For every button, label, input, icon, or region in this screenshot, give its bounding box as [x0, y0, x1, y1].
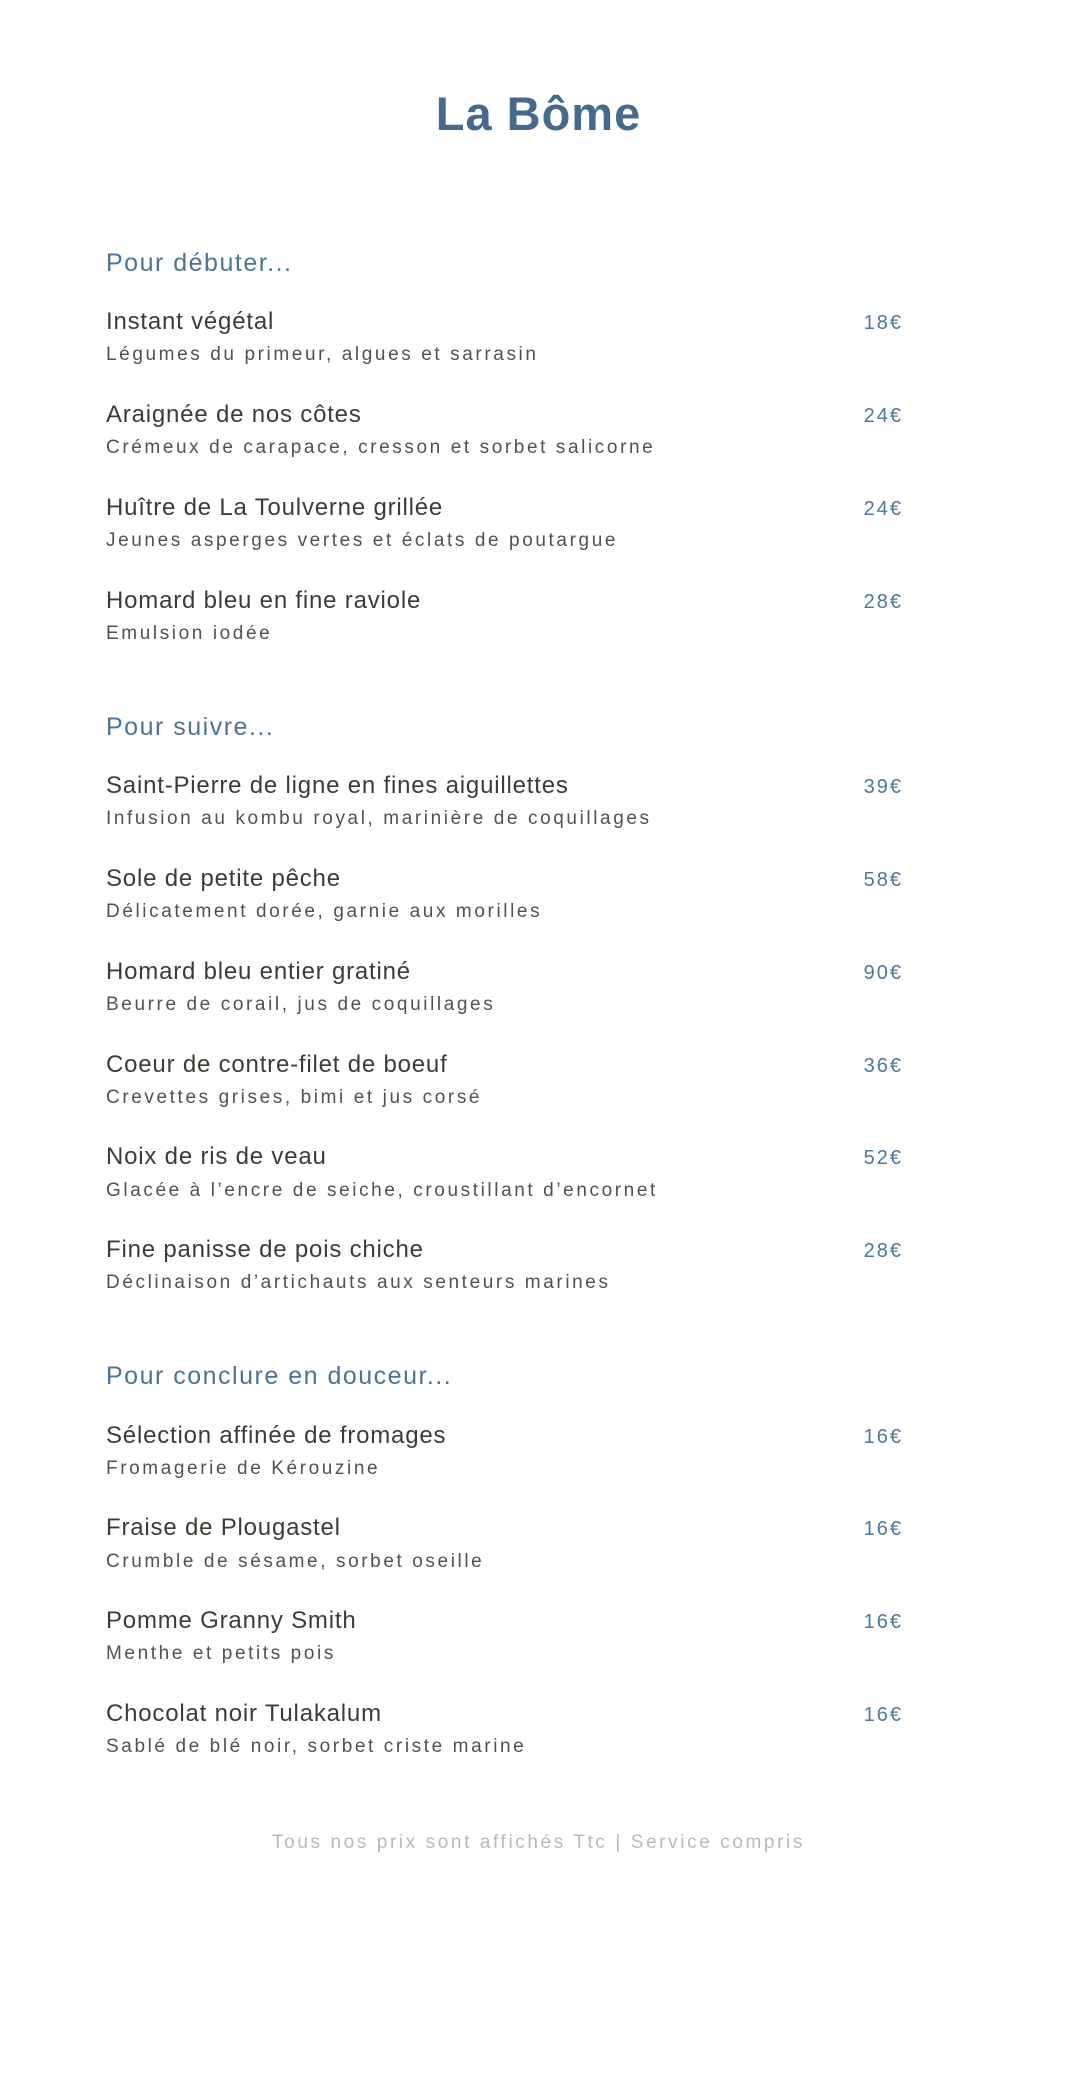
section-title: Pour conclure en douceur... — [106, 1362, 453, 1391]
item-name: Sole de petite pêche — [106, 864, 341, 892]
menu — [106, 247, 903, 1760]
item-price: 16€ — [863, 1425, 903, 1448]
item-price: 36€ — [863, 1054, 903, 1077]
menu-section-desserts — [106, 1360, 903, 1760]
menu-section-mains — [106, 711, 903, 1296]
item-description: Infusion au kombu royal, marinière de coquillages — [106, 808, 652, 830]
item-name: Instant végétal — [106, 308, 275, 336]
item-description: Légumes du primeur, algues et sarrasin — [106, 344, 539, 366]
item-price: 52€ — [863, 1147, 903, 1170]
item-price: 16€ — [863, 1611, 903, 1634]
menu-item — [106, 399, 903, 461]
section-title: Pour suivre... — [106, 712, 275, 741]
item-price: 18€ — [863, 312, 903, 335]
menu-item — [106, 1698, 903, 1760]
item-description: Fromagerie de Kérouzine — [106, 1457, 381, 1479]
menu-item — [106, 492, 903, 554]
item-price: 16€ — [863, 1704, 903, 1727]
menu-item — [106, 770, 903, 832]
item-description: Jeunes asperges vertes et éclats de poutargue — [106, 530, 619, 552]
item-price: 28€ — [863, 590, 903, 613]
item-description: Crémeux de carapace, cresson et sorbet salicorne — [106, 437, 656, 459]
menu-item — [106, 1049, 903, 1111]
item-name: Homard bleu entier gratiné — [106, 957, 411, 985]
page-title: La Bôme — [435, 87, 642, 140]
item-price: 24€ — [863, 405, 903, 428]
item-description: Menthe et petits pois — [106, 1643, 336, 1665]
item-description: Crevettes grises, bimi et jus corsé — [106, 1086, 483, 1108]
item-description: Sablé de blé noir, sorbet criste marine — [106, 1736, 527, 1758]
item-description: Déclinaison d’artichauts aux senteurs marines — [106, 1272, 611, 1294]
item-price: 16€ — [863, 1518, 903, 1541]
item-name: Saint-Pierre de ligne en fines aiguillettes — [106, 772, 569, 800]
item-name: Pomme Granny Smith — [106, 1607, 357, 1635]
item-description: Délicatement dorée, garnie aux morilles — [106, 901, 543, 923]
item-name: Araignée de nos côtes — [106, 401, 362, 429]
item-name: Chocolat noir Tulakalum — [106, 1700, 382, 1728]
menu-item — [106, 956, 903, 1018]
item-price: 39€ — [863, 776, 903, 799]
menu-item — [106, 1512, 903, 1574]
item-name: Homard bleu en fine raviole — [106, 586, 422, 614]
item-name: Fine panisse de pois chiche — [106, 1236, 424, 1264]
section-title: Pour débuter... — [106, 248, 293, 277]
footer-note: Tous nos prix sont affichés Ttc | Service compris — [272, 1831, 805, 1853]
item-description: Beurre de corail, jus de coquillages — [106, 993, 496, 1015]
menu-section-starters — [106, 247, 903, 647]
menu-item — [106, 306, 903, 368]
item-price: 90€ — [863, 961, 903, 984]
item-name: Fraise de Plougastel — [106, 1514, 341, 1542]
menu-item — [106, 1605, 903, 1667]
menu-item — [106, 585, 903, 647]
item-price: 58€ — [863, 868, 903, 891]
item-price: 24€ — [863, 497, 903, 520]
menu-item — [106, 1141, 903, 1203]
menu-item — [106, 1234, 903, 1296]
item-name: Coeur de contre-filet de boeuf — [106, 1050, 448, 1078]
item-description: Glacée à l’encre de seiche, croustillant d’encornet — [106, 1179, 658, 1201]
item-description: Crumble de sésame, sorbet oseille — [106, 1550, 485, 1572]
item-price: 28€ — [863, 1240, 903, 1263]
menu-item — [106, 1420, 903, 1482]
menu-item — [106, 863, 903, 925]
item-name: Huître de La Toulverne grillée — [106, 493, 444, 521]
item-name: Sélection affinée de fromages — [106, 1421, 447, 1449]
item-name: Noix de ris de veau — [106, 1143, 327, 1171]
item-description: Emulsion iodée — [106, 622, 273, 644]
